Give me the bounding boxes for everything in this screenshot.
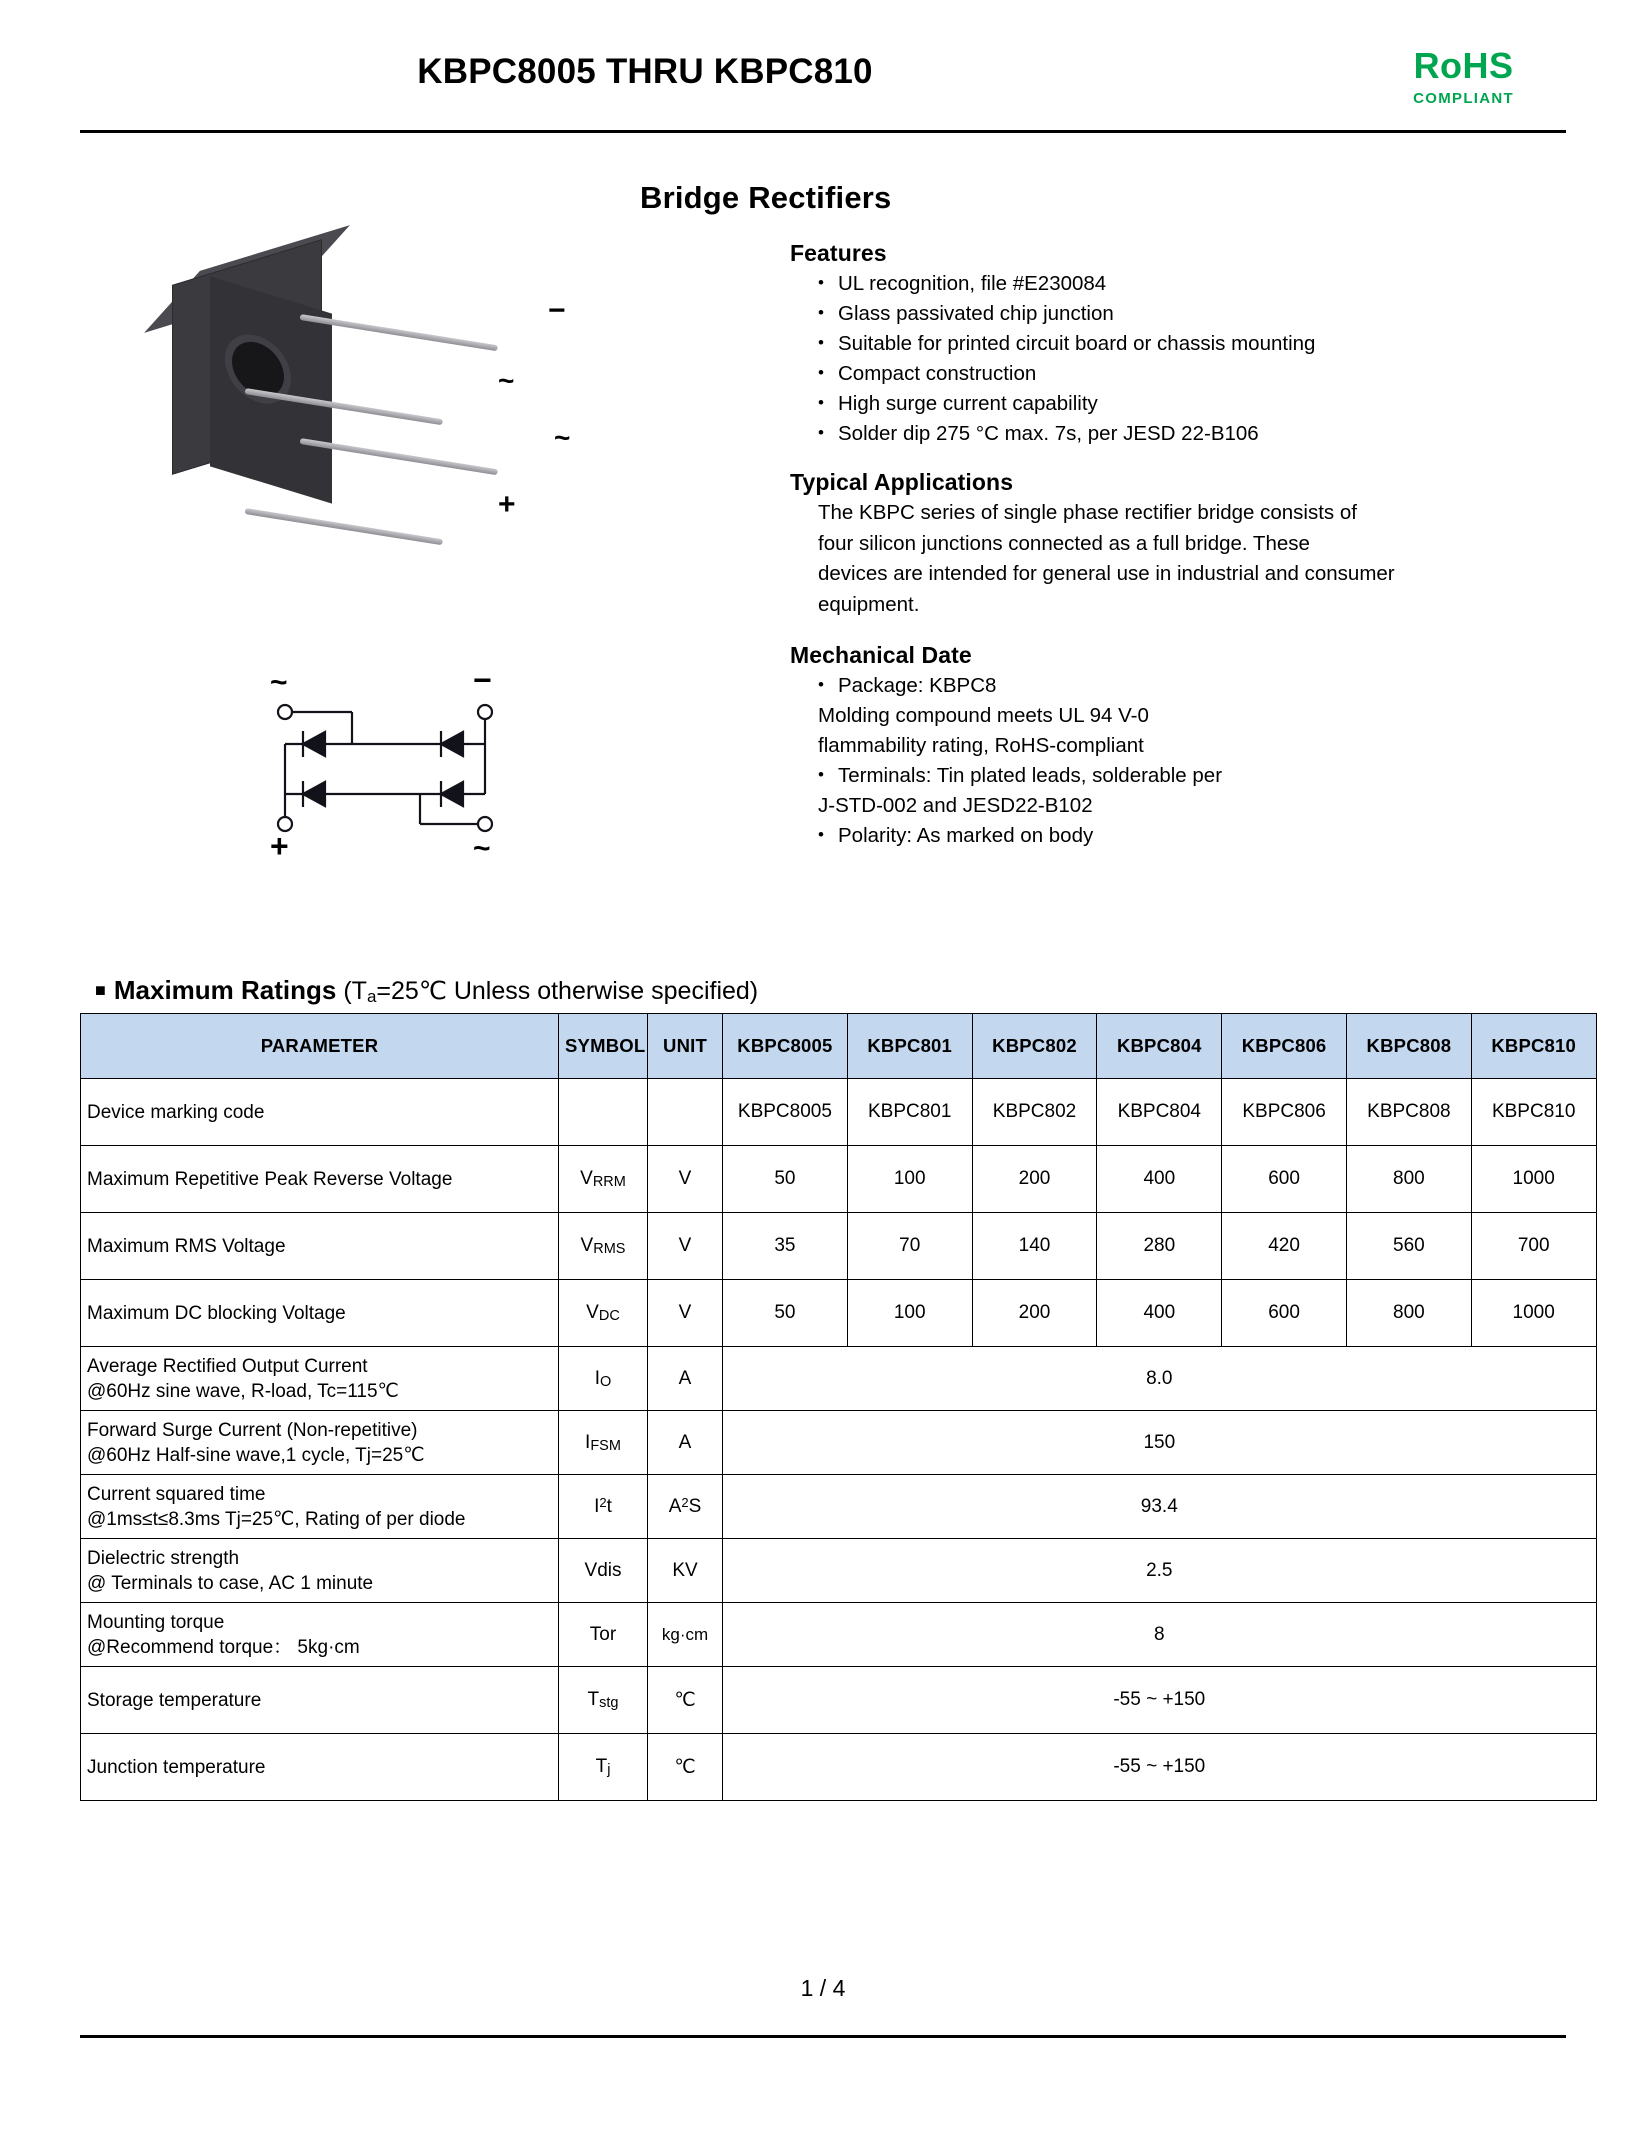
rohs-compliant-label: COMPLIANT [1413, 90, 1514, 107]
schematic-label-minus: − [473, 662, 492, 698]
row-parameter [81, 1603, 559, 1667]
row-value: 560 [1346, 1213, 1471, 1280]
feature-item: • Compact construction [818, 359, 1430, 389]
symbol-base: V [580, 1235, 594, 1256]
row-symbol [559, 1411, 648, 1475]
row-parameter: Junction temperature [81, 1734, 559, 1801]
table-row [81, 1734, 1597, 1801]
maximum-ratings-table [80, 1013, 1597, 1801]
row-value: 800 [1346, 1146, 1471, 1213]
symbol-subscript: stg [599, 1695, 619, 1711]
rohs-logo [1413, 46, 1514, 109]
schematic-label-ac-top: ~ [270, 666, 288, 699]
applications-line: devices are intended for general use in industrial and consumer [818, 562, 1395, 585]
symbol-base: I [594, 1496, 600, 1517]
row-parameter [81, 1539, 559, 1603]
table-row [81, 1146, 1597, 1213]
parameter-line-1: Forward Surge Current (Non-repetitive) [87, 1419, 418, 1441]
symbol-subscript: RRM [592, 1174, 626, 1190]
table-row [81, 1475, 1597, 1539]
row-value: 420 [1222, 1213, 1347, 1280]
ratings-heading-bold: Maximum Ratings [113, 975, 337, 1005]
feature-item: • Glass passivated chip junction [818, 299, 1430, 329]
column-header-kbpc804: KBPC804 [1097, 1014, 1222, 1079]
table-row [81, 1213, 1597, 1280]
row-parameter: Storage temperature [81, 1667, 559, 1734]
column-header-kbpc8005: KBPC8005 [723, 1014, 848, 1079]
mechanical-item: flammability rating, RoHS-compliant [818, 734, 1144, 757]
feature-item: • Suitable for printed circuit board or chassis mounting [818, 329, 1430, 359]
row-unit: ℃ [648, 1667, 723, 1734]
row-value: 800 [1346, 1280, 1471, 1347]
row-value: KBPC806 [1222, 1079, 1347, 1146]
row-symbol [559, 1667, 648, 1734]
applications-paragraph [790, 498, 1430, 620]
symbol-superscript: 2 [599, 1495, 607, 1510]
unit-base: A [668, 1496, 682, 1517]
bridge-rectifier-schematic [230, 660, 560, 880]
symbol-subscript: FSM [590, 1437, 621, 1454]
row-unit: KV [648, 1539, 723, 1603]
symbol-base: I [594, 1367, 600, 1389]
column-header-kbpc806: KBPC806 [1222, 1014, 1347, 1079]
parameter-line-1: Current squared time [87, 1483, 266, 1505]
parameter-line-2: @60Hz sine wave, R-load, Tc=115℃ [87, 1380, 399, 1402]
row-value: 200 [972, 1146, 1097, 1213]
symbol-subscript: RMS [593, 1241, 626, 1257]
lead-wire-plus [245, 508, 443, 545]
row-parameter [81, 1411, 559, 1475]
row-symbol [559, 1347, 648, 1411]
row-unit: V [648, 1280, 723, 1347]
row-value: 70 [847, 1213, 972, 1280]
mechanical-list [790, 671, 1430, 851]
table-row [81, 1280, 1597, 1347]
parameter-line-1: Average Rectified Output Current [87, 1355, 368, 1377]
row-value: 100 [847, 1280, 972, 1347]
table-head [81, 1014, 1597, 1079]
row-parameter [81, 1475, 559, 1539]
mechanical-item: J-STD-002 and JESD22-B102 [818, 794, 1093, 817]
column-header-symbol: SYMBOL [559, 1014, 648, 1079]
package-front-face [210, 276, 332, 503]
features-list [790, 269, 1430, 449]
row-merged-value: 8.0 [723, 1347, 1597, 1411]
applications-line: equipment. [818, 592, 920, 616]
row-unit: ℃ [648, 1734, 723, 1801]
mechanical-item: Molding compound meets UL 94 V-0 [818, 704, 1149, 727]
row-value: 200 [972, 1280, 1097, 1347]
mechanical-item: • Terminals: Tin plated leads, solderable per [818, 761, 1430, 791]
symbol-tail: t [606, 1496, 612, 1517]
schematic-label-ac-bottom: ~ [473, 832, 491, 865]
row-value: 35 [723, 1213, 848, 1280]
photo-label-ac1: ~ [498, 365, 515, 396]
row-merged-value: 150 [723, 1411, 1597, 1475]
feature-item: • High surge current capability [818, 389, 1430, 419]
table-row [81, 1603, 1597, 1667]
spacer [790, 449, 1430, 469]
row-value: 140 [972, 1213, 1097, 1280]
feature-item: • Solder dip 275 °C max. 7s, per JESD 22-B106 [818, 419, 1430, 449]
ratings-heading-sub: a [366, 987, 377, 1006]
table-body [81, 1079, 1597, 1801]
parameter-line-2: @60Hz Half-sine wave,1 cycle, Tj=25℃ [87, 1444, 425, 1466]
parameter-line-1: Dielectric strength [87, 1547, 240, 1569]
column-header-unit: UNIT [648, 1014, 723, 1079]
unit-superscript: 2 [681, 1495, 689, 1510]
table-row [81, 1667, 1597, 1734]
applications-heading: Typical Applications [790, 469, 1014, 495]
symbol-subscript: j [607, 1762, 611, 1778]
row-unit: V [648, 1146, 723, 1213]
row-parameter: Device marking code [81, 1079, 559, 1146]
row-unit: kg·cm [648, 1603, 723, 1667]
symbol-base: V [586, 1302, 599, 1323]
row-value: 1000 [1471, 1146, 1596, 1213]
bullet-square-icon: ■ [95, 980, 106, 1000]
symbol-subscript: O [600, 1373, 612, 1390]
column-header-kbpc801: KBPC801 [847, 1014, 972, 1079]
row-parameter: Maximum RMS Voltage [81, 1213, 559, 1280]
features-heading: Features [790, 240, 887, 266]
row-merged-value: -55 ~ +150 [723, 1734, 1597, 1801]
row-symbol: Vdis [559, 1539, 648, 1603]
feature-item: • UL recognition, file #E230084 [818, 269, 1430, 299]
unit-tail: S [688, 1496, 702, 1517]
applications-line: four silicon junctions connected as a full bridge. These [818, 531, 1310, 555]
row-value: KBPC8005 [723, 1079, 848, 1146]
row-value: 400 [1097, 1280, 1222, 1347]
row-unit: A [648, 1347, 723, 1411]
row-parameter: Maximum Repetitive Peak Reverse Voltage [81, 1146, 559, 1213]
column-header-kbpc810: KBPC810 [1471, 1014, 1596, 1079]
row-unit: V [648, 1213, 723, 1280]
page-header [80, 45, 1566, 132]
column-header-kbpc808: KBPC808 [1346, 1014, 1471, 1079]
row-merged-value: 8 [723, 1603, 1597, 1667]
parameter-line-2: @Recommend torque： 5kg·cm [87, 1636, 360, 1658]
symbol-subscript: DC [598, 1308, 620, 1324]
row-symbol: Tor [559, 1603, 648, 1667]
row-value: KBPC808 [1346, 1079, 1471, 1146]
photo-label-plus: + [498, 488, 516, 521]
row-value: 600 [1222, 1280, 1347, 1347]
ratings-heading-pre: (T [343, 977, 367, 1005]
ratings-heading [95, 975, 758, 1007]
symbol-base: T [587, 1689, 600, 1710]
mechanical-heading: Mechanical Date [790, 642, 972, 668]
table-row [81, 1539, 1597, 1603]
row-symbol [559, 1280, 648, 1347]
row-symbol [559, 1146, 648, 1213]
row-value: 700 [1471, 1213, 1596, 1280]
header-divider [80, 130, 1566, 133]
row-value: 50 [723, 1146, 848, 1213]
row-value: 50 [723, 1280, 848, 1347]
page-number: 1 / 4 [800, 1975, 846, 2001]
row-value: 1000 [1471, 1280, 1596, 1347]
parameter-line-2: @1ms≤t≤8.3ms Tj=25℃, Rating of per diode [87, 1508, 466, 1530]
rohs-label: RoHS [1413, 45, 1514, 86]
row-symbol [559, 1475, 648, 1539]
schematic-label-plus: + [270, 828, 289, 864]
right-text-column [790, 240, 1430, 851]
symbol-base: T [595, 1756, 608, 1777]
row-symbol [559, 1734, 648, 1801]
photo-label-ac2: ~ [554, 422, 571, 453]
row-value: KBPC810 [1471, 1079, 1596, 1146]
row-parameter: Maximum DC blocking Voltage [81, 1280, 559, 1347]
row-value: KBPC801 [847, 1079, 972, 1146]
row-symbol [559, 1079, 648, 1146]
row-parameter [81, 1347, 559, 1411]
footer-divider [80, 2035, 1566, 2038]
mechanical-item: • Polarity: As marked on body [818, 821, 1430, 851]
table-row [81, 1411, 1597, 1475]
row-value: 280 [1097, 1213, 1222, 1280]
row-merged-value: 93.4 [723, 1475, 1597, 1539]
product-photo [150, 240, 580, 610]
mechanical-item: • Package: KBPC8 [818, 671, 1430, 701]
row-value: KBPC802 [972, 1079, 1097, 1146]
column-header-kbpc802: KBPC802 [972, 1014, 1097, 1079]
column-header-parameter: PARAMETER [81, 1014, 559, 1079]
parameter-line-1: Mounting torque [87, 1611, 225, 1633]
spacer [790, 620, 1430, 642]
table-header-row [81, 1014, 1597, 1079]
row-unit [648, 1475, 723, 1539]
row-merged-value: 2.5 [723, 1539, 1597, 1603]
row-value: 100 [847, 1146, 972, 1213]
document-title: KBPC8005 THRU KBPC810 [417, 52, 873, 91]
row-value: 400 [1097, 1146, 1222, 1213]
table-row [81, 1347, 1597, 1411]
table-row [81, 1079, 1597, 1146]
row-merged-value: -55 ~ +150 [723, 1667, 1597, 1734]
parameter-line-2: @ Terminals to case, AC 1 minute [87, 1572, 374, 1594]
row-value: KBPC804 [1097, 1079, 1222, 1146]
symbol-base: I [585, 1431, 591, 1453]
applications-line: The KBPC series of single phase rectifier bridge consists of [818, 501, 1357, 524]
ratings-heading-post: =25℃ Unless otherwise specified) [376, 977, 759, 1005]
row-value: 600 [1222, 1146, 1347, 1213]
page-title: Bridge Rectifiers [640, 180, 892, 215]
symbol-base: V [580, 1168, 593, 1189]
row-symbol [559, 1213, 648, 1280]
photo-label-minus: − [548, 294, 566, 327]
row-unit [648, 1079, 723, 1146]
row-unit: A [648, 1411, 723, 1475]
